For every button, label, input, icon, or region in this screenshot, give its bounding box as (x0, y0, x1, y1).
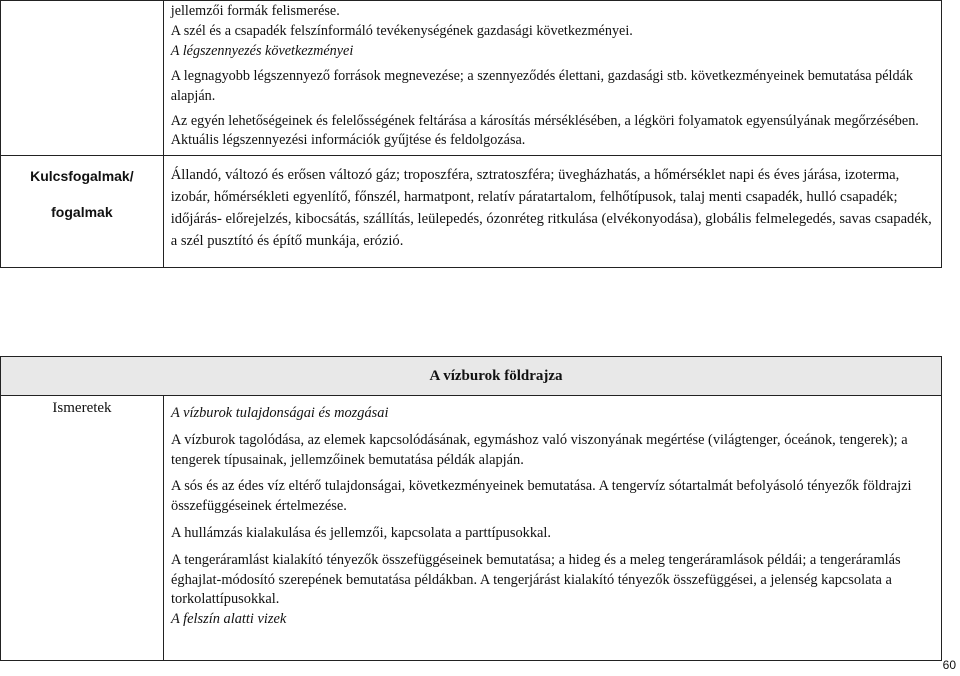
content-cell (163, 1, 941, 156)
side-label-cell (1, 396, 164, 661)
content-paragraph: A vízburok tagolódása, az elemek kapcsolódásának, egymáshoz való viszonyának megértése (világtenger, óceánok, tengerek); a tengerek típusainak, jellemzőinek bemutatása példák alapján. (171, 431, 908, 468)
content-cell (164, 396, 942, 661)
keywords-cell (163, 155, 941, 267)
keywords-label-line-2: fogalmak (51, 203, 113, 220)
content-paragraph: Aktuális légszennyezési információk gyűjtése és feldolgozása. (170, 132, 526, 149)
content-line: A szél és a csapadék felszínformáló tevékenységének gazdasági következményei. (170, 23, 633, 40)
content-paragraph: A sós és az édes víz eltérő tulajdonságai, következményeinek bemutatása. A tengervíz sótartalmát befolyásoló tényezők földrajzi összefüggéseinek értelmezése. (171, 478, 912, 515)
content-line: jellemzői formák felismerése. (170, 3, 340, 19)
empty-label-cell (1, 1, 164, 156)
keywords-text: Állandó, változó és erősen változó gáz; troposzféra, sztratoszféra; üvegházhatás, a hőmérséklet napi és éves járása, izoterma, izobár, hőmérsékleti egyenlítő, főnszél, harmatpont, relatív páratartalom, felhőtípusok, talaj menti csapadék, hulló csapadék; időjárás- előrejelzés, kibocsátás, szállítás, leülepedés, ózonréteg ritkulása (elvékonyodása), globális felmelegedés, savas csapadék, a szél pusztító és építő munkája, erózió. (170, 166, 932, 249)
page-number: 60 (942, 658, 956, 672)
content-paragraph: A tengeráramlást kialakító tényezők összefüggéseinek bemutatása; a hideg és a meleg tengeráramlások példái; a tengeráramlás éghajlat-módosító szerepének bemutatása példákban. A tengerjárást kialakító tényezők összefüggései, a jelenség kapcsolata a torkolattípusokkal. (171, 551, 901, 608)
keywords-label-cell (1, 155, 164, 267)
content-paragraph: A hullámzás kialakulása és jellemzői, kapcsolata a parttípusokkal. (171, 524, 552, 541)
section-title-row (1, 357, 942, 396)
curriculum-table-atmosphere (0, 0, 942, 268)
section-title-cell (1, 357, 942, 396)
keywords-label-line-1: Kulcsfogalmak/ (30, 167, 134, 184)
table-row (1, 1, 942, 156)
subheading-groundwater: A felszín alatti vizek (171, 611, 287, 628)
section-title: A vízburok földrajza (429, 368, 563, 384)
table-row (1, 396, 942, 661)
content-paragraph: A legnagyobb légszennyező források megnevezése; a szennyeződés élettani, gazdasági stb. következményeinek bemutatása példák alapján. (170, 68, 913, 104)
content-paragraph: Az egyén lehetőségeinek és felelősségének feltárása a károsítás mérséklésében, a légköri folyamatok egyensúlyának megőrzésében. (170, 113, 919, 130)
curriculum-table-hydrosphere (0, 356, 942, 661)
table-row (1, 155, 942, 267)
subheading-air-pollution: A légszennyezés következményei (170, 42, 354, 59)
subheading-hydrosphere-properties: A vízburok tulajdonságai és mozgásai (171, 405, 389, 421)
side-label-knowledge: Ismeretek (52, 400, 112, 416)
